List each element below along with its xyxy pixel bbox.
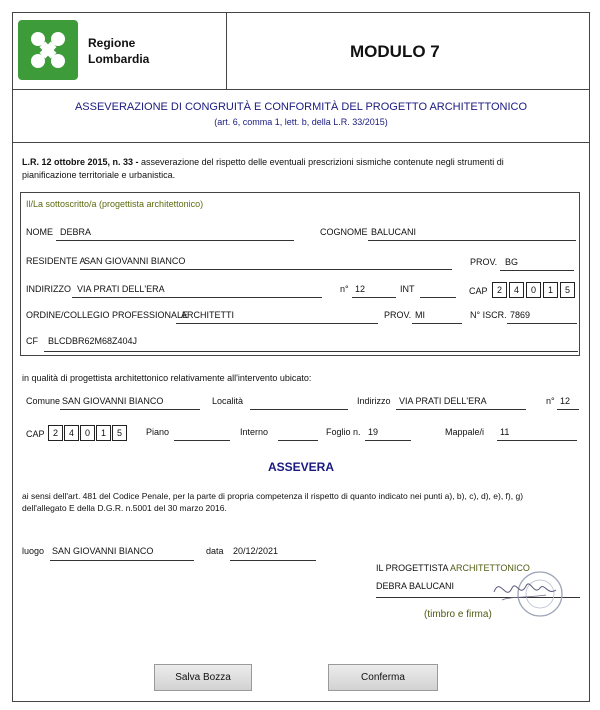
comune-field[interactable]: SAN GIOVANNI BIANCO bbox=[62, 396, 164, 406]
loc-n-underline bbox=[557, 409, 579, 410]
data-label: data bbox=[206, 546, 224, 556]
data-underline bbox=[230, 560, 316, 561]
prov2-label: PROV. bbox=[384, 310, 412, 320]
int-label: INT bbox=[400, 284, 415, 294]
interno-underline bbox=[278, 440, 318, 441]
salva-bozza-button[interactable]: Salva Bozza bbox=[154, 664, 252, 691]
modulo-title: MODULO 7 bbox=[350, 42, 440, 61]
iscr-underline bbox=[507, 323, 577, 324]
luogo-field[interactable]: SAN GIOVANNI BIANCO bbox=[52, 546, 154, 556]
cap-label: CAP bbox=[469, 286, 488, 296]
prov-underline bbox=[500, 270, 574, 271]
loc-cap-digit-4[interactable]: 1 bbox=[96, 425, 111, 441]
cap-digit-2[interactable]: 4 bbox=[509, 282, 524, 298]
foglio-label: Foglio n. bbox=[326, 427, 361, 437]
indirizzo-label: INDIRIZZO bbox=[26, 284, 71, 294]
loc-indirizzo-label: Indirizzo bbox=[357, 396, 391, 406]
localita-underline bbox=[250, 409, 348, 410]
cognome-label: COGNOME bbox=[320, 227, 368, 237]
assevera-title: ASSEVERA bbox=[267, 460, 335, 474]
cognome-field[interactable]: BALUCANI bbox=[371, 227, 417, 237]
mappale-underline bbox=[497, 440, 577, 441]
piano-label: Piano bbox=[146, 427, 170, 437]
residente-label: RESIDENTE A bbox=[26, 256, 86, 266]
location-intro: in qualità di progettista architettonico relativamente all'intervento ubicato: bbox=[22, 373, 312, 383]
logo-text-line1: Regione bbox=[88, 36, 136, 50]
prov-field[interactable]: BG bbox=[505, 257, 519, 267]
intro-text-line2: pianificazione territoriale e urbanistica. bbox=[22, 170, 176, 180]
logo-icon bbox=[18, 20, 78, 80]
prov-label: PROV. bbox=[470, 257, 498, 267]
assevera-text-line2: dell'allegato E della D.G.R. n.5001 del 30 marzo 2016. bbox=[22, 503, 227, 513]
foglio-field[interactable]: 19 bbox=[368, 427, 379, 437]
iscr-label: N° ISCR. bbox=[470, 310, 507, 320]
localita-label: Località bbox=[212, 396, 244, 406]
indirizzo-underline bbox=[72, 297, 322, 298]
n-field[interactable]: 12 bbox=[355, 284, 366, 294]
title-section bbox=[12, 89, 590, 143]
ordine-label: ORDINE/COLLEGIO PROFESSIONALE bbox=[26, 310, 189, 320]
cap-digit-1[interactable]: 2 bbox=[492, 282, 507, 298]
n-underline bbox=[352, 297, 396, 298]
loc-cap-digit-1[interactable]: 2 bbox=[48, 425, 63, 441]
signature-and-stamp bbox=[488, 568, 568, 620]
n-label: n° bbox=[340, 284, 349, 294]
loc-cap-digit-2[interactable]: 4 bbox=[64, 425, 79, 441]
cap-digit-3[interactable]: 0 bbox=[526, 282, 541, 298]
signer-box bbox=[20, 192, 580, 356]
role-colored: ARCHITETTONICO bbox=[450, 563, 530, 573]
nome-underline bbox=[56, 240, 294, 241]
intro-law-reference: L.R. 12 ottobre 2015, n. 33 - bbox=[22, 157, 139, 167]
role-prefix: IL PROGETTISTA bbox=[376, 563, 451, 573]
signer-heading: Il/La sottoscritto/a (progettista architettonico) bbox=[26, 199, 204, 209]
cap-digit-5[interactable]: 5 bbox=[560, 282, 575, 298]
residente-underline bbox=[80, 269, 452, 270]
regione-lombardia-logo bbox=[18, 20, 78, 80]
document-title: ASSEVERAZIONE DI CONGRUITÀ E CONFORMITÀ DEL PROGETTO ARCHITETTONICO bbox=[74, 101, 528, 113]
prov2-underline bbox=[412, 323, 462, 324]
comune-underline bbox=[60, 409, 200, 410]
luogo-label: luogo bbox=[22, 546, 45, 556]
logo-text-line2: Lombardia bbox=[88, 52, 150, 66]
data-field[interactable]: 20/12/2021 bbox=[233, 546, 279, 556]
mappale-field[interactable]: 11 bbox=[500, 427, 510, 437]
intro-description: asseverazione del rispetto delle eventuali prescrizioni sismiche contenute negli strumenti di bbox=[138, 157, 504, 167]
timbro-e-firma: (timbro e firma) bbox=[424, 609, 492, 620]
document-subtitle: (art. 6, comma 1, lett. b, della L.R. 33/2015) bbox=[214, 117, 388, 127]
indirizzo-field[interactable]: VIA PRATI DELL'ERA bbox=[77, 284, 165, 294]
mappale-label: Mappale/i bbox=[445, 427, 485, 437]
cf-field[interactable]: BLCDBR62M68Z404J bbox=[48, 336, 138, 346]
ordine-underline bbox=[176, 323, 378, 324]
progettista-name: DEBRA BALUCANI bbox=[376, 581, 455, 591]
iscr-field[interactable]: 7869 bbox=[510, 310, 531, 320]
stamp-icon bbox=[488, 568, 568, 620]
intro-text bbox=[22, 157, 504, 168]
loc-n-field[interactable]: 12 bbox=[560, 396, 571, 406]
loc-indirizzo-field[interactable]: VIA PRATI DELL'ERA bbox=[399, 396, 487, 406]
cf-label: CF bbox=[26, 336, 38, 346]
loc-n-label: n° bbox=[546, 396, 555, 406]
nome-label: NOME bbox=[26, 227, 53, 237]
cap-digit-4[interactable]: 1 bbox=[543, 282, 558, 298]
interno-label: Interno bbox=[240, 427, 269, 437]
piano-underline bbox=[174, 440, 230, 441]
ordine-field[interactable]: ARCHITETTI bbox=[181, 310, 234, 320]
loc-indirizzo-underline bbox=[396, 409, 526, 410]
cf-underline bbox=[44, 351, 578, 352]
assevera-text-line1: ai sensi dell'art. 481 del Codice Penale, per la parte di propria competenza il rispetto di quanto indicato nei punti a), b), c), d), e), f), g) bbox=[22, 491, 524, 501]
residente-field[interactable]: SAN GIOVANNI BIANCO bbox=[84, 256, 186, 266]
foglio-underline bbox=[365, 440, 411, 441]
int-underline bbox=[420, 297, 456, 298]
conferma-button[interactable]: Conferma bbox=[328, 664, 438, 691]
loc-cap-label: CAP bbox=[26, 429, 45, 439]
cognome-underline bbox=[368, 240, 576, 241]
luogo-underline bbox=[50, 560, 194, 561]
prov2-field[interactable]: MI bbox=[415, 310, 425, 320]
loc-cap-digit-5[interactable]: 5 bbox=[112, 425, 127, 441]
nome-field[interactable]: DEBRA bbox=[60, 227, 92, 237]
comune-label: Comune bbox=[26, 396, 61, 406]
loc-cap-digit-3[interactable]: 0 bbox=[80, 425, 95, 441]
